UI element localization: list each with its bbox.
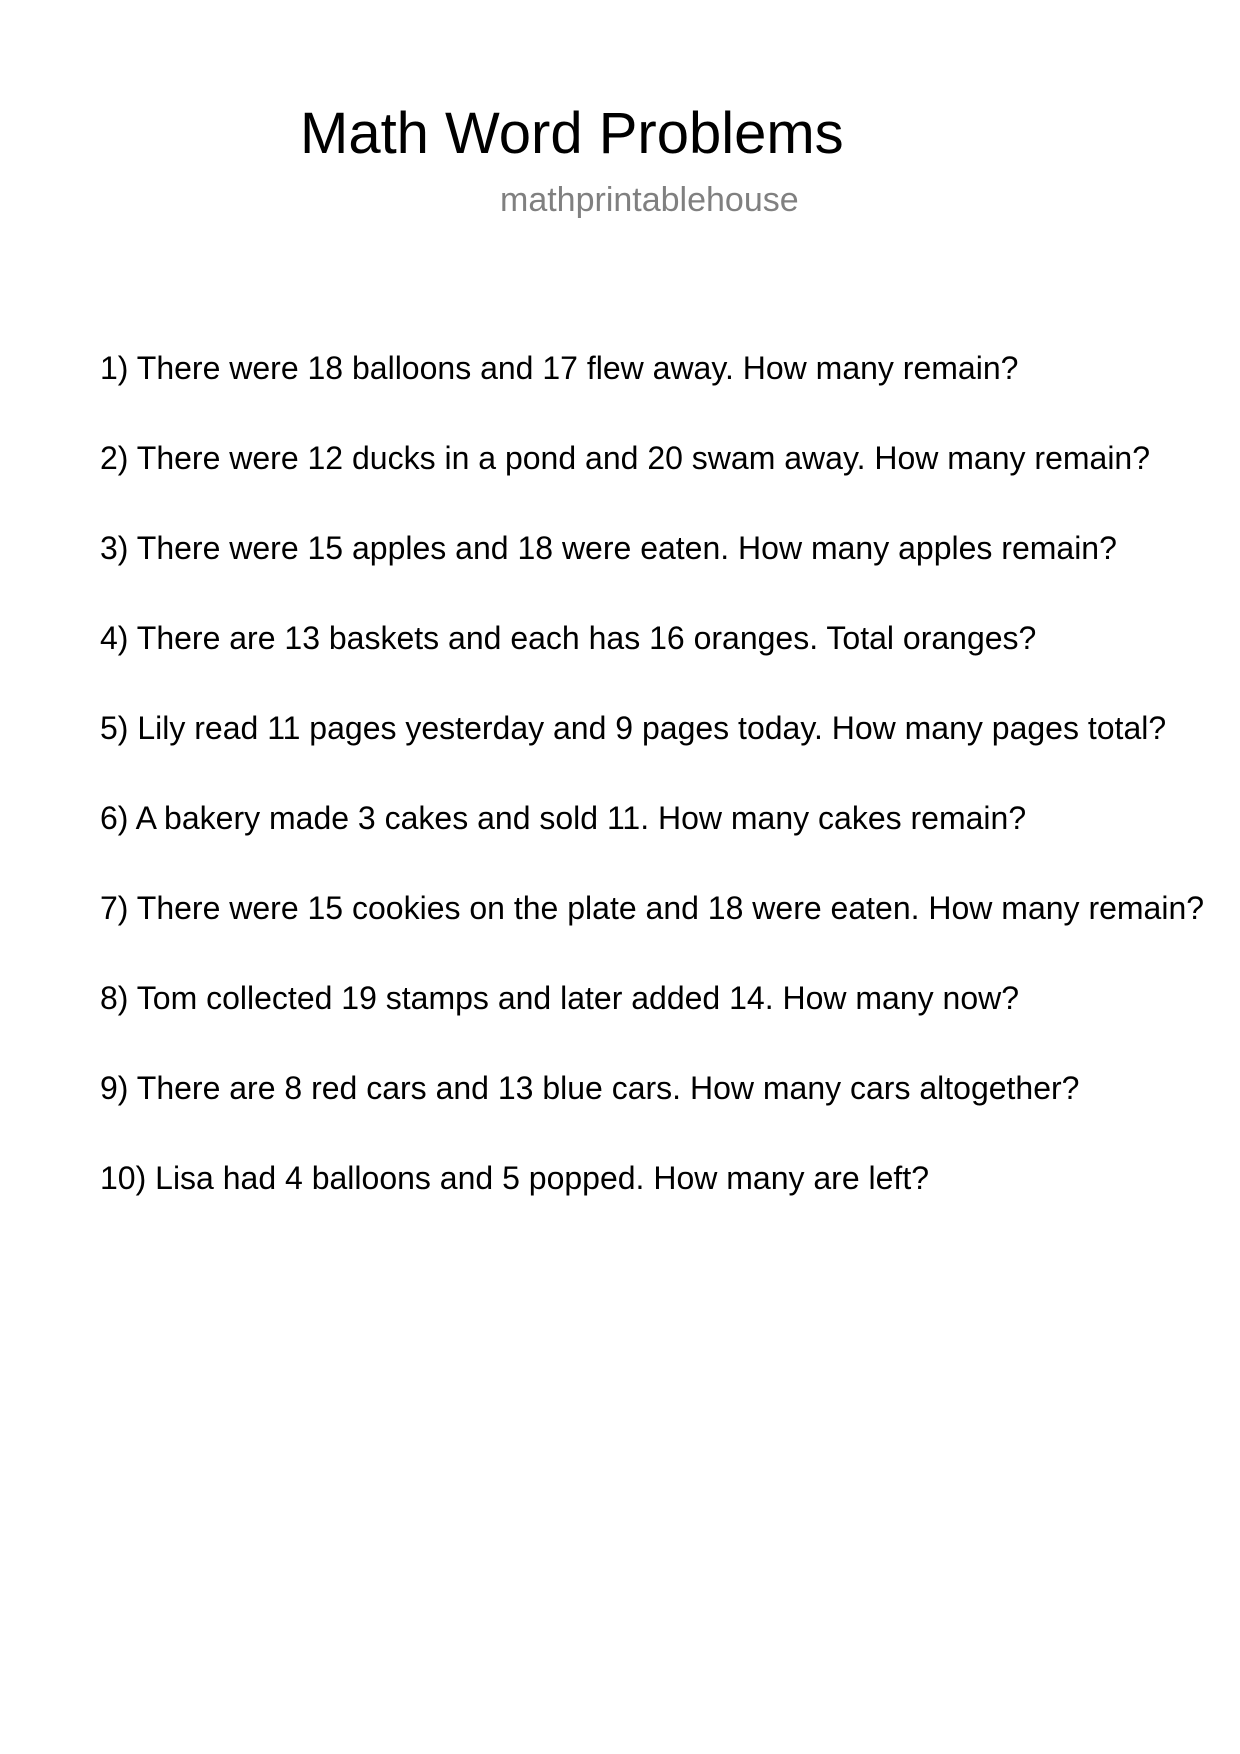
- problem-item: 5) Lily read 11 pages yesterday and 9 pages today. How many pages total?: [100, 710, 1167, 746]
- problem-item: 2) There were 12 ducks in a pond and 20 swam away. How many remain?: [100, 440, 1151, 476]
- problem-item: 6) A bakery made 3 cakes and sold 11. How many cakes remain?: [100, 800, 1027, 836]
- problem-item: 3) There were 15 apples and 18 were eaten. How many apples remain?: [100, 530, 1117, 566]
- problem-item: 1) There were 18 balloons and 17 flew away. How many remain?: [100, 350, 1019, 386]
- problem-item: 9) There are 8 red cars and 13 blue cars. How many cars altogether?: [100, 1070, 1080, 1106]
- problem-item: 8) Tom collected 19 stamps and later added 14. How many now?: [100, 980, 1020, 1016]
- page-subtitle: mathprintablehouse: [500, 181, 799, 219]
- problem-list: [100, 346, 1204, 1246]
- page-title: Math Word Problems: [300, 101, 844, 166]
- problem-item: 7) There were 15 cookies on the plate and 18 were eaten. How many remain?: [100, 890, 1205, 926]
- problem-item: 10) Lisa had 4 balloons and 5 popped. How many are left?: [100, 1160, 929, 1196]
- problem-item: 4) There are 13 baskets and each has 16 oranges. Total oranges?: [100, 620, 1037, 656]
